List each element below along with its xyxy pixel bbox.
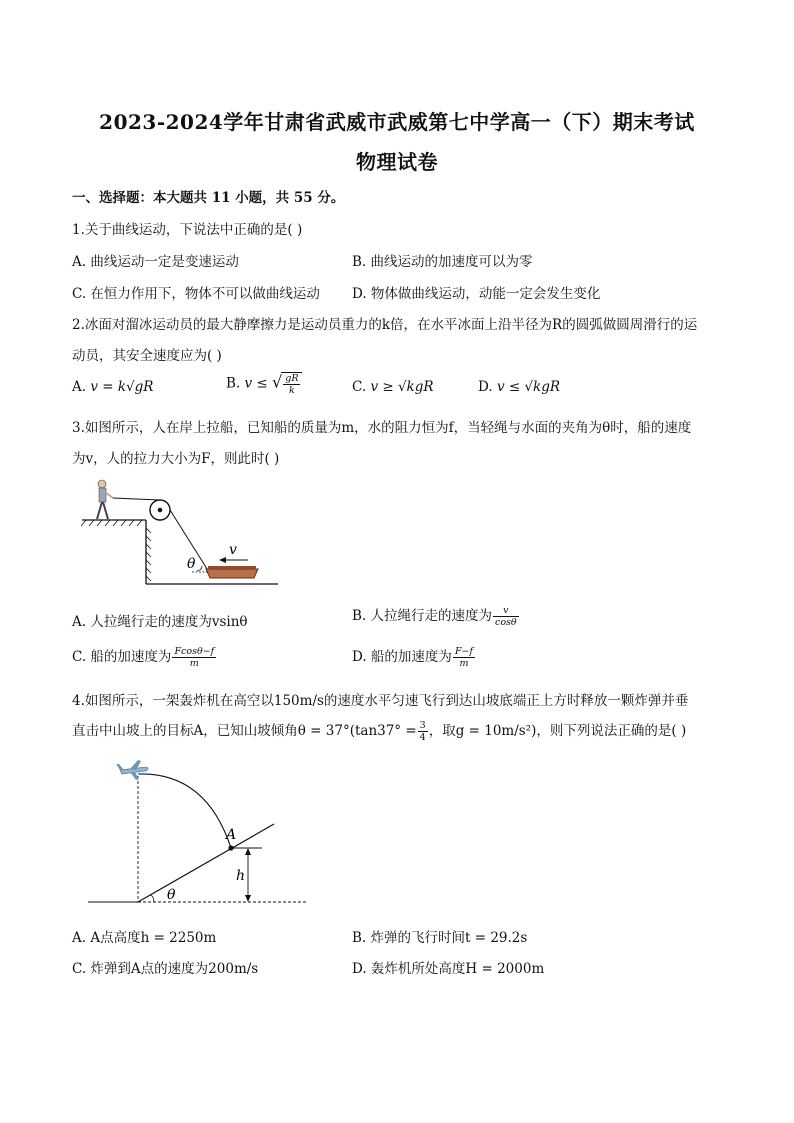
question-3-option-a: A. 人拉绳行走的速度为vsinθ — [72, 614, 248, 630]
fraction-numerator: 3 — [419, 720, 426, 731]
question-1-option-c: C. 在恒力作用下，物体不可以做曲线运动 — [72, 286, 320, 302]
slope-angle-label: θ — [167, 887, 176, 903]
question-2-option-b — [226, 372, 303, 396]
fraction-denominator: m — [459, 658, 469, 669]
question-2-stem-line1: 2.冰面对溜冰运动员的最大静摩擦力是运动员重力的k倍，在水平冰面上沿半径为R的圆弧做圆周滑行的运 — [72, 317, 698, 333]
question-4-option-d: D. 轰炸机所处高度H = 2000m — [352, 961, 545, 977]
angle-label: θ — [187, 556, 196, 572]
option-letter: A. — [72, 379, 87, 395]
question-3-stem-line1: 3.如图所示，人在岸上拉船，已知船的质量为m，水的阻力恒为f，当轻绳与水面的夹角为θ时，船的速度 — [72, 420, 692, 436]
velocity-arrowhead — [219, 557, 226, 563]
fraction-denominator: m — [189, 658, 199, 669]
exam-subtitle: 物理试卷 — [356, 150, 438, 174]
sqrt-symbol: √ — [272, 372, 283, 392]
question-1-option-d: D. 物体做曲线运动，动能一定会发生变化 — [352, 286, 601, 302]
fraction-numerator: v — [493, 605, 519, 617]
question-3-option-b — [352, 604, 520, 628]
fraction-numerator: F−f — [454, 646, 474, 657]
question-3-option-d — [352, 645, 476, 669]
height-arrowhead-down — [245, 895, 251, 902]
stem-text: ，取g = 10m/s²)，则下列说法正确的是( ) — [428, 723, 687, 739]
question-4-option-a: A. A点高度h = 2250m — [72, 930, 217, 946]
person-icon — [97, 480, 113, 519]
option-text: D. 船的加速度为 — [352, 649, 452, 665]
question-2-stem-line2: 动员，其安全速度应为( ) — [72, 348, 222, 364]
fraction — [453, 646, 475, 669]
point-a-label: A — [226, 827, 237, 843]
question-1-stem: 1.关于曲线运动，下说法中正确的是( ) — [72, 222, 303, 238]
section-heading: 一、选择题：本大题共 11 小题，共 55 分。 — [72, 190, 345, 206]
question-1-option-a: A. 曲线运动一定是变速运动 — [72, 254, 239, 270]
option-letter: B. — [226, 375, 241, 392]
boat-icon — [206, 569, 258, 578]
question-2-option-c — [352, 379, 434, 395]
figure-bomber-slope — [86, 756, 312, 908]
option-text: C. 船的加速度为 — [72, 649, 172, 665]
exam-title: 2023-2024学年甘肃省武威市武威第七中学高一（下）期末考试 — [99, 110, 695, 134]
option-letter: C. — [352, 379, 367, 395]
fraction-numerator: gR — [285, 373, 299, 384]
question-4-stem-line2 — [72, 719, 686, 743]
question-3-option-c — [72, 645, 217, 669]
option-expression: v ≥ √kgR — [370, 379, 434, 395]
question-2-option-a — [72, 379, 153, 395]
figure-boat-pulling — [80, 474, 280, 590]
question-1-option-b: B. 曲线运动的加速度可以为零 — [352, 254, 533, 270]
height-label: h — [236, 868, 246, 884]
height-arrowhead-up — [245, 848, 251, 855]
question-3-stem-line2: 为v，人的拉力大小为F，则此时( ) — [72, 451, 280, 467]
velocity-label: v — [229, 542, 237, 558]
pulley-axle — [158, 508, 163, 513]
fraction-denominator: 4 — [419, 732, 426, 743]
angle-arc — [197, 566, 202, 571]
question-4-option-c: C. 炸弹到A点的速度为200m/s — [72, 961, 259, 977]
option-expression: v = k√gR — [90, 379, 154, 395]
rope-top — [113, 498, 160, 500]
wall-hatching — [146, 528, 151, 581]
fraction — [418, 720, 428, 743]
option-letter: D. — [478, 379, 493, 395]
question-4-option-b: B. 炸弹的飞行时间t = 29.2s — [352, 930, 528, 946]
fraction — [493, 605, 519, 628]
question-2-option-d — [478, 379, 560, 395]
fraction-denominator: k — [288, 385, 295, 396]
fraction — [172, 646, 216, 669]
fraction — [281, 372, 302, 396]
bomber-icon — [116, 760, 148, 780]
slope-angle-arc — [150, 895, 154, 902]
option-expression: v ≤ — [244, 375, 268, 392]
bank-hatching — [81, 520, 142, 526]
fraction-numerator: Fcosθ−f — [174, 646, 215, 657]
fraction-denominator: cosθ — [495, 617, 517, 628]
boat-rim — [208, 566, 256, 569]
slope-line — [138, 824, 274, 902]
bomb-trajectory — [138, 774, 231, 848]
option-expression: v ≤ √kgR — [496, 379, 561, 395]
stem-text: 直击中山坡上的目标A，已知山坡倾角θ = 37°(tan37° = — [72, 723, 417, 739]
option-text: B. 人拉绳行走的速度为 — [352, 608, 493, 624]
question-4-stem-line1: 4.如图所示，一架轰炸机在高空以150m/s的速度水平匀速飞行到达山坡底端正上方时释放一颗炸弹并垂 — [72, 693, 689, 709]
